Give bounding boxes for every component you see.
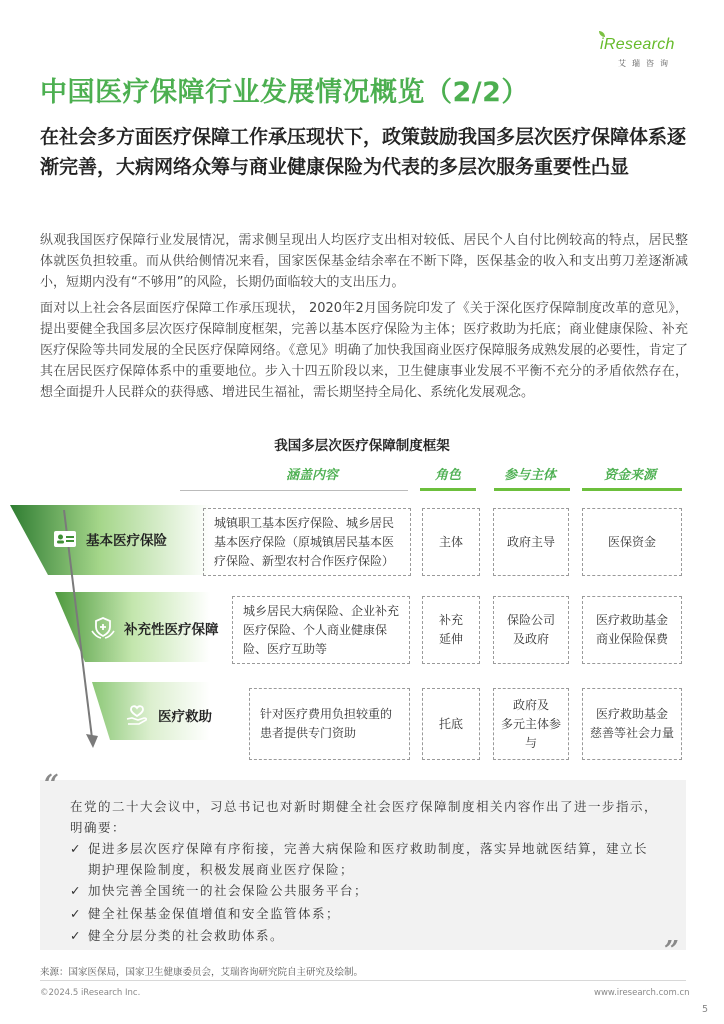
footer-divider (40, 980, 686, 981)
quote-item-text: 促进多层次医疗保障有序衔接，完善大病保险和医疗救助制度，落实异地就医结算，建立长期护理保险制度，积极发展商业医疗保险； (87, 841, 648, 877)
quote-item-text: 健全社保基金保值增值和安全监管体系； (87, 906, 340, 921)
content-box-assistance: 针对医疗费用负担较重的 患者提供专门资助 (249, 688, 410, 760)
role-box-assistance: 托底 (422, 688, 480, 760)
column-header-content: 涵盖内容 (285, 468, 338, 483)
role-box-supplementary: 补充 延伸 (422, 596, 480, 664)
row-label-supplementary (90, 605, 219, 651)
column-header-role: 角色 (434, 468, 461, 483)
quote-item (70, 838, 660, 880)
fund-box-supplementary: 医疗救助基金 商业保险保费 (582, 596, 682, 664)
row-name-assistance: 医疗救助 (158, 709, 212, 725)
source-note: 来源：国家医保局，国家卫生健康委员会，艾瑞咨询研究院自主研究及绘制。 (40, 967, 364, 978)
column-underline-fund (582, 488, 682, 491)
logo-subtext: 艾瑞咨询 (618, 59, 674, 68)
row-label-basic (52, 516, 167, 562)
row-name-supplementary: 补充性医疗保障 (124, 622, 219, 638)
page-title: 中国医疗保障行业发展情况概览（2/2） (40, 77, 529, 108)
fund-box-assistance: 医疗救助基金 慈善等社会力量 (582, 688, 682, 760)
column-header-fund: 资金来源 (603, 468, 656, 483)
checkmark-icon: ✓ (70, 906, 82, 921)
page-number: 5 (702, 1004, 709, 1015)
checkmark-icon: ✓ (70, 841, 82, 856)
website-link[interactable]: www.iresearch.com.cn (594, 988, 690, 998)
id-card-icon (52, 526, 78, 552)
quote-close-icon: ” (664, 936, 679, 966)
column-header-party: 参与主体 (503, 468, 556, 483)
checkmark-icon: ✓ (70, 883, 82, 898)
page-subtitle: 在社会多方面医疗保障工作承压现状下，政策鼓励我国多层次医疗保障体系逐渐完善，大病网络众筹与商业健康保险为代表的多层次服务重要性凸显 (40, 126, 687, 178)
quote-item (70, 925, 660, 946)
framework-title: 我国多层次医疗保障制度框架 (274, 438, 450, 454)
content-box-basic: 城镇职工基本医疗保险、城乡居民基本医疗保险（原城镇居民基本医疗保险、新型农村合作医疗保险） (203, 508, 411, 576)
content-box-supplementary: 城乡居民大病保险、企业补充医疗保险、个人商业健康保险、医疗互助等 (232, 596, 410, 664)
copyright: ©2024.5 iResearch Inc. (40, 988, 141, 998)
quote-item-text: 健全分层分类的社会救助体系。 (87, 928, 284, 943)
column-divider (180, 490, 408, 491)
party-box-assistance: 政府及 多元主体参 与 (493, 688, 569, 760)
paragraph-1: 纵观我国医疗保障行业发展情况，需求侧呈现出人均医疗支出相对较低、居民个人自付比例较高的特点，居民整体就医负担较重。而从供给侧情况来看，国家医保基金结余率在不断下降，医保基金的收入和支出剪刀差逐渐减小，短期内没有“不够用”的风险，长期仍面临较大的支出压力。 (40, 233, 688, 290)
quote-open-icon: “ (44, 770, 59, 800)
column-underline-role (420, 488, 476, 491)
shield-hands-icon (90, 615, 116, 641)
party-box-supplementary: 保险公司 及政府 (493, 596, 569, 664)
quote-item (70, 903, 660, 924)
quote-intro: 在党的二十大会议中，习总书记也对新时期健全社会医疗保障制度相关内容作出了进一步指示，明确要： (70, 799, 659, 835)
paragraph-2: 面对以上社会各层面医疗保障工作承压现状， 2020年2月国务院印发了《关于深化医疗保障制度改革的意见》，提出要健全我国多层次医疗保障制度框架，完善以基本医疗保险为主体；医疗救助为托底；商业健康保险、补充医疗保险等共同发展的全民医疗保障网络。《意见》明确了加快我国商业医疗保障服务成熟发展的必要性，肯定了其在居民医疗保障体系中的重要地位。步入十四五阶段以来，卫生健康事业发展不平衡不充分的矛盾依然存在，想全面提升人民群众的获得感、增进民生福祉，需长期坚持全局化、系统化发展观念。 (40, 301, 688, 400)
iresearch-logo (600, 36, 692, 80)
hand-heart-icon (124, 702, 150, 728)
quote-item-text: 加快完善全国统一的社会保险公共服务平台； (87, 883, 368, 898)
logo-text: iResearch (600, 36, 675, 53)
quote-item (70, 880, 660, 901)
column-underline-party (494, 488, 570, 491)
role-box-basic: 主体 (422, 508, 480, 576)
row-name-basic: 基本医疗保险 (86, 533, 167, 549)
checkmark-icon: ✓ (70, 928, 82, 943)
fund-box-basic: 医保资金 (582, 508, 682, 576)
row-label-assistance (124, 692, 212, 738)
party-box-basic: 政府主导 (493, 508, 569, 576)
